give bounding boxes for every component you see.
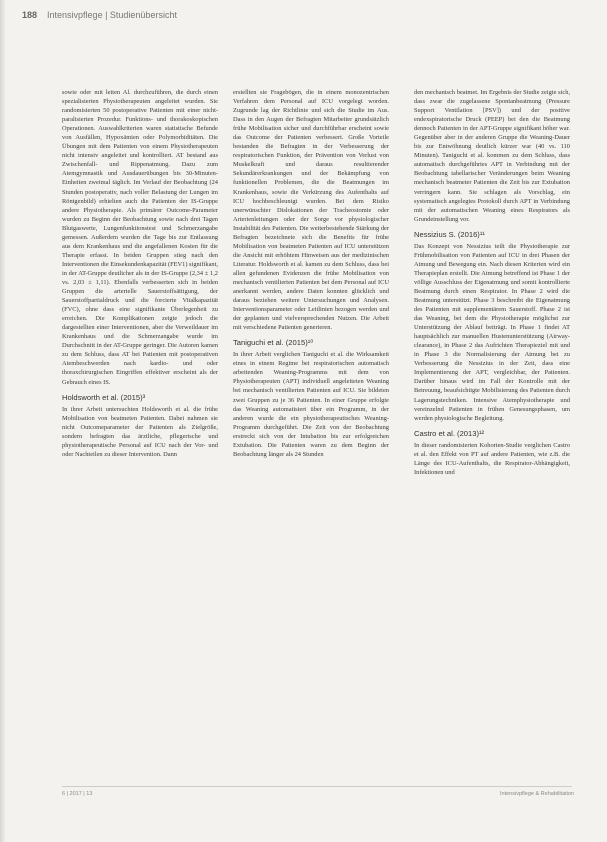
paragraph: sowie oder mit leiten Al. durchzuführen, die durch einen spezialisierten Physiotherapeuten angeleitet wurden. Sie randomisierten 50 postoperative Patienten mit einer nicht-paralisierten Prozedur. Funktions- und thorakoskopischen Operationen. Auswahlkriterien waren statistische Befunde von Ausfällen, Hypoxämien oder Polymorbiditäten. Die Übungen mit dem Patienten von einem Physiotherapeuten nicht intensiv angeleitet und kontrolliert. AT bestand aus Zwischenfall- und Rippenatmung. Dazu zum Atemgymnastik und Ausdauerübungen bis 30-Minuten-Einheiten zweimal täglich. Im Verlauf der Beobachtung (24 Stunden postoperativ, nach voller Belastung der Lungen im Röntgenbild) erhielten auch die Patienten der IS-Gruppe andere Physiotherapie. Als primärer Outcome-Parameter wurden zu Beginn der Beobachtung sowie nach drei Tagen Blutgaswerte, Lungenfunktionstest und Schmerzangabe gemessen. Außerdem wurden die Tage bis zur Entlassung aus dem Krankenhaus und die angefallenen Kosten für die Therapie erfasst. In beiden Gruppen stieg nach den Interventionen die Einsekundenkapazität (FEV1) signifikant, in der AT-Gruppe deutlicher als in der IS-Gruppe (2,34 ± 1,2 vs. 2,03 ± 1,11). Ebenfalls verbesserten sich in beiden Gruppen die arterielle Sauerstoffsättigung, der Sauerstoffpartialdruck und die forcierte Vitalkapazität (FVC), ohne dass eine signifikante Überlegenheit zu erreichen. Die Komplikationen zeigte jedoch die dargestellten einer Interventionen, aber die Verweildauer im Krankenhaus und die Schmerzangabe wurde im Durchschnitt in der AT-Gruppe geringer. Die Autoren kamen zu dem Schluss, dass AT bei Patienten mit postoperativen Atembeschwerden nach kardio- und oder thoraxchirurgischen Eingriffen effektiver erscheint als der Gebrauch eines IS.: [62, 89, 218, 386]
section-heading: Holdsworth et al. (2015)³: [62, 392, 146, 402]
running-title: Intensivpflege | Studienübersicht: [47, 10, 177, 20]
footer-issue: 6 | 2017 | 13: [62, 791, 93, 797]
text-column-2: [233, 88, 389, 459]
paragraph: In ihrer Arbeit untersuchten Holdsworth et al. die frühe Mobilisation von beatmeten Patienten. Dabei nahmen sie nicht Outcomeparameter der Patienten als Zielgröße, sondern befragten das ärztliche, pflegerische und physiotherapeutische Personal auf ICU nach der Vor- und oder Nachteilen zu dieser Intervention. Dann: [62, 405, 218, 458]
paragraph: In ihrer Arbeit verglichen Taniguchi et al. die Wirksamkeit eines in einem Regime bei respiratorischen automatisch arbeitenden Weaning-Programms mit dem von Physiotherapeuten (APT) individuell angeleiteten Weaning bei mechanisch ventilierten Patienten auf ICU. Sie bildeten zwei Gruppen zu je 36 Patienten. In einer Gruppe erfolgte das Weaning automatisiert über ein Programm, in der anderen wurde die ein physiotherapeutisches Weaning-Programm durchgeführt. Die Zeit von der Beobachtung erstreckt sich von der Intubation bis zur erfolgreichen Extubation. Die Patienten waren zu dem Beginn der Beobachtung länger als 24 Stunden: [233, 351, 389, 458]
paragraph: erstellten sie Fragebögen, die in einem monozentrischen Verfahren dem Personal auf ICU vorgelegt worden. Zugrunde lag der Richtlinie und sich die Studie im Aus. Dass in den Augen der Befragten Mitarbeiter grundsätzlich frühe Mobilisation sicher und durchführbar erscheint sowie das Outcome der Patienten verbessert. Große Vorteile bestanden die Befragten in der Verbesserung der respiratorischen Funktion, der Prävention von Verlust von Muskelkraft und daraus resultierender Sekundärerkrankungen und der Bekämpfung von funktionellen Problemen, die die Beatmungen im Krankenhaus, sowie die Verkürzung des Aufenthalts auf ICU hochbeschleunigt wurden. Bei dem Risiko unerwünschter Dislokationen der Tracheostomie oder Arterienleitungen oder der Sorge vor physiologischer Instabilität des Patienten. Die weiterbestehende Stärkung der Befragten bezeichnete sich die Benefits für frühe Mobilisation von beatmeten Patienten auf ICU unterstützen die Ansicht mit erhöhtem Hinweisen aus der medizinischen Literatur. Holdsworth et al. kamen zu dem Schluss, dass bei allen gefundenen Evidenzen die frühe Mobilisation von mechanisch ventilierten Patienten bei dem Personal auf ICU anerkannt werden, andere Daten konnten glücklich und daraus beziehen weitere Untersuchungen und Analysen. Interventionsparameter oder Leitlinien bezogen werden und der geplanten und vielversprechenden Nutzen. Die Arbeit mit verschiedene Patienten generieren.: [233, 89, 389, 332]
footer-rule: [62, 786, 572, 787]
running-head: [22, 10, 177, 20]
section-heading: Taniguchi et al. (2015)¹⁰: [233, 338, 314, 348]
footer-journal: Intensivpflege & Rehabilitation: [500, 791, 574, 797]
paragraph: Das Konzept von Nessizius teilt die Physiotherapie zur Frühmobilisation von Patienten auf ICU in drei Phasen der Atmung und Bewegung ein. Nach diesen Kriterien wird ein Therapieplan erstellt. Die Atmung betreffend ist Phase 1 der völlige Ausschluss der Eigenatmung und somit kontrollierte Beatmung durch einen Respirator. In Phase 2 wird die Beatmung unterstützt. Phase 3 beschreibt die Eigenatmung des Patienten mit supplementärem Sauerstoff. Phase 2 ist das Weaning, bei dem die Physiotherapie möglichst zur Unterstützung der Ablauf beiträgt. In Phase 1 findet AT hauptsächlich zur manuellen Hustenunterstützung (Airway-clearance), in Phase 2 das Aufrichten Therapieziel mit und in Phase 3 die Normalisierung der Atmung bei zu Verbesserung die Nessizius in der Zeit, dass eine Implementierung der APT, vergleichbar, der Patienten. Darüber hinaus wird im Fall der Kontrolle mit der Betreuung, beaufsichtigte Mobilisierung des Patienten durch Lagerungstechniken. Intensive Atemphysiotherapie und vereinzelnd Patienten in frühen Genesungsphasen, um werden physiologische Begleitung.: [414, 242, 570, 422]
paragraph: den mechanisch beatmet. Im Ergebnis der Studie zeigte sich, dass zwar die zugelassene Spontanbeatmung (Pressure Support Ventilation [PSV]) und der positive endexspiratorische Druck (PEEP) bei den die Beatmung dennoch Patienten in der APT-Gruppe signifikant höher war. Gegenüber aber in der anderen Gruppe die Weaning-Dauer bis zur Entwöhnung deutlich kürzer war (40 vs. 110 Minuten). Taniguchi et al. kommen zu dem Schluss, dass automatisch durchgeführtes APT in Verbindung mit der Beobachtung tabellarischer Veränderungen beim Weaning mechanisch beatmeter Patienten die Zeit bis zur Extubation verringern kann. Sie schlagen als Vorschlag, ein systematisch angelegtes Protokoll durch APT in Verbindung mit der automatischen Weaning eines Respirators als Grundeinstellung vor.: [414, 89, 570, 223]
page-number: 188: [22, 10, 38, 20]
section-heading: Castro et al. (2013)¹²: [414, 428, 485, 438]
scan-shadow: [0, 0, 6, 842]
section-heading: Nessizius S. (2016)¹¹: [414, 229, 485, 239]
text-column-1: [62, 88, 218, 459]
paragraph: In dieser randomisierten Kohorten-Studie verglichen Castro et al. den Effekt von PT auf andere Patienten, wie z.B. die Länge des ICU-Aufenthalts, die Respirator-Abhängigkeit, Infektionen und: [414, 441, 570, 476]
text-column-3: [414, 88, 570, 477]
